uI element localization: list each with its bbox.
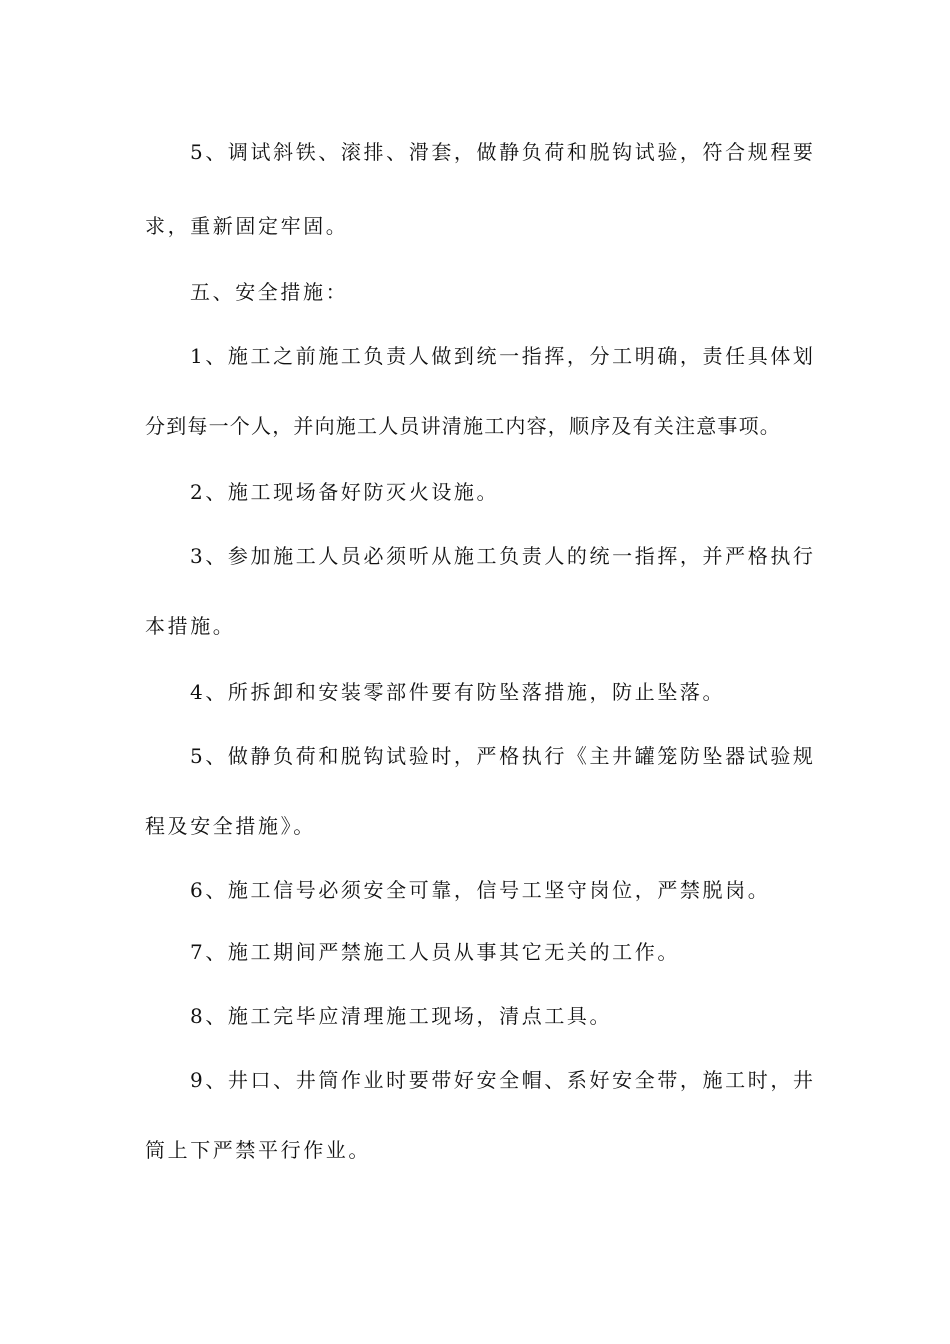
text-line: 筒上下严禁平行作业。 (145, 1138, 371, 1162)
text-line: 5、调试斜铁、滚排、滑套，做静负荷和脱钩试验，符合规程要 (190, 140, 816, 164)
text-line: 4、所拆卸和安装零部件要有防坠落措施，防止坠落。 (190, 680, 726, 704)
text-line: 3、参加施工人员必须听从施工负责人的统一指挥，并严格执行 (190, 544, 816, 568)
text-line: 求，重新固定牢固。 (145, 214, 349, 238)
section-heading: 五、安全措施： (190, 280, 349, 304)
text-line: 2、施工现场备好防灭火设施。 (190, 480, 500, 504)
text-line: 8、施工完毕应清理施工现场，清点工具。 (190, 1004, 613, 1028)
text-line: 程及安全措施》。 (145, 814, 316, 838)
text-line: 本措施。 (145, 614, 236, 638)
text-line: 7、施工期间严禁施工人员从事其它无关的工作。 (190, 940, 680, 964)
text-line: 9、井口、井筒作业时要带好安全帽、系好安全带，施工时，井 (190, 1068, 816, 1092)
text-line: 6、施工信号必须安全可靠，信号工坚守岗位，严禁脱岗。 (190, 878, 771, 902)
text-line: 1、施工之前施工负责人做到统一指挥，分工明确，责任具体划 (190, 344, 816, 368)
text-line: 分到每一个人，并向施工人员讲清施工内容，顺序及有关注意事项。 (145, 414, 781, 438)
text-line: 5、做静负荷和脱钩试验时，严格执行《主井罐笼防坠器试验规 (190, 744, 816, 768)
